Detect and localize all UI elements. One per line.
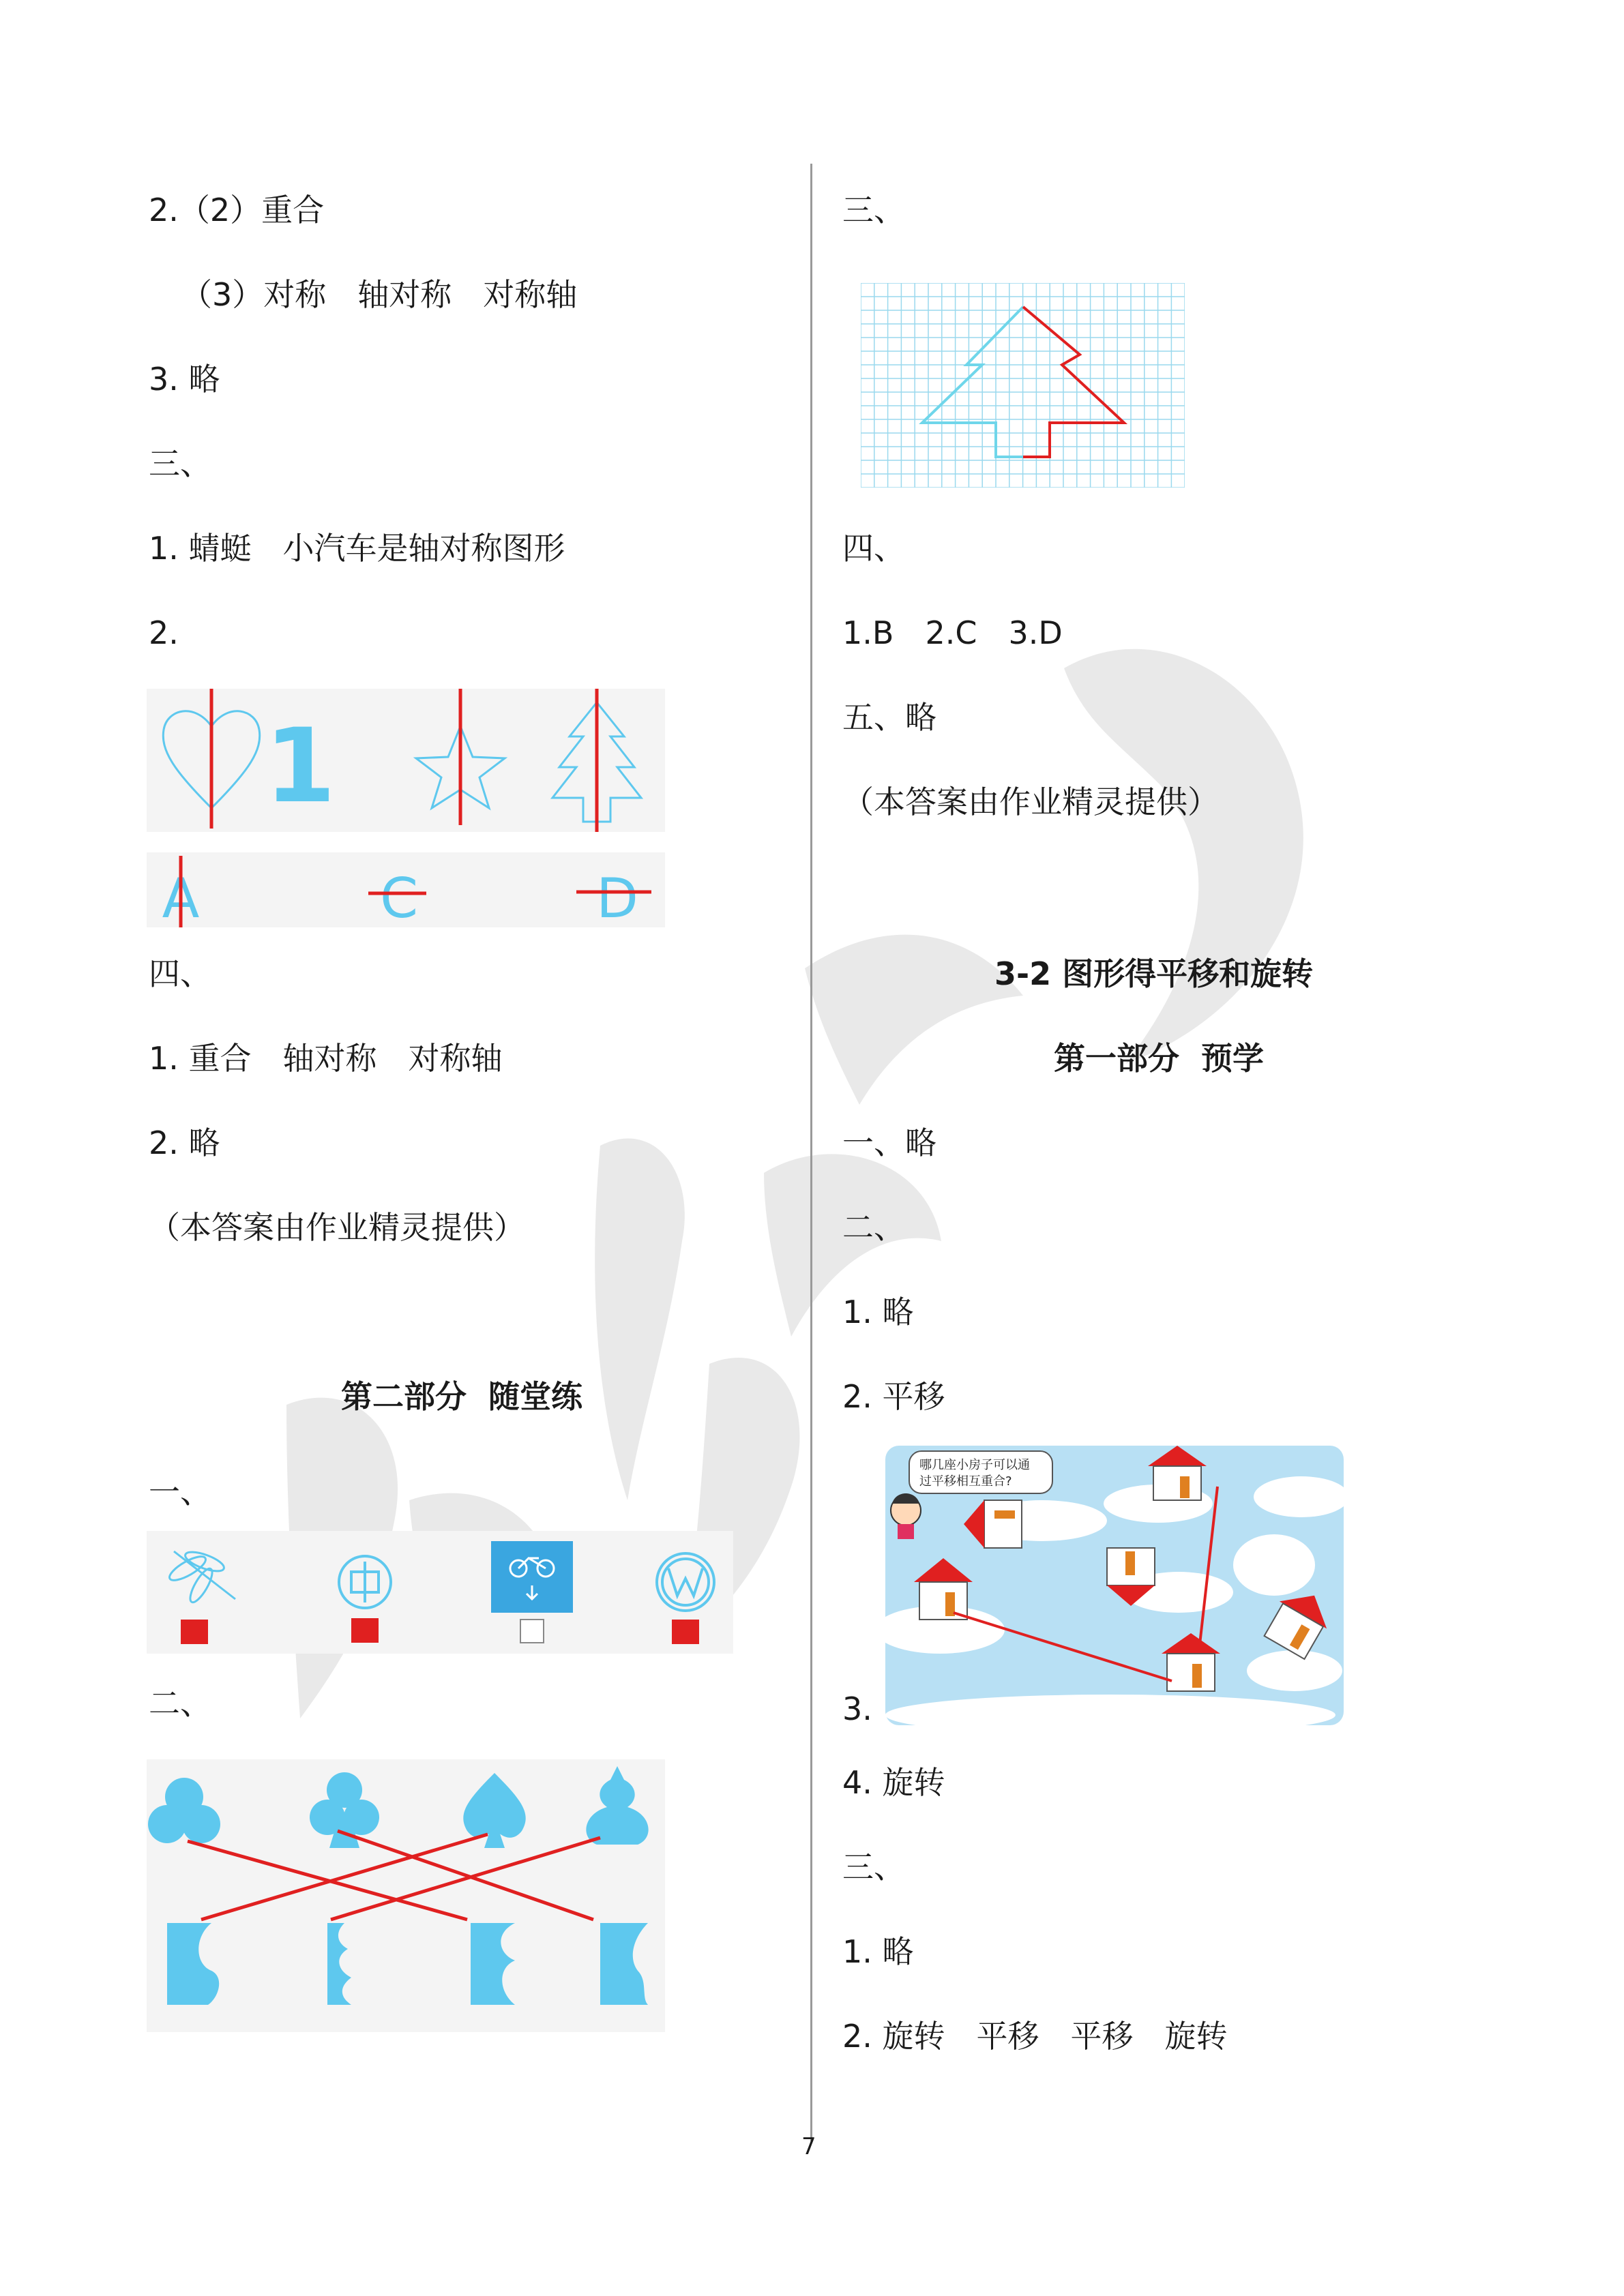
houses-translation-figure bbox=[885, 1446, 1344, 1725]
checkbox-checked bbox=[351, 1618, 379, 1643]
answer-line: 1. 重合 轴对称 对称轴 bbox=[149, 1040, 503, 1077]
column-divider bbox=[810, 164, 812, 2141]
answer-line: 2.（2）重合 bbox=[149, 192, 325, 228]
answer-line: 3. 略 bbox=[149, 361, 220, 398]
checkbox-checked bbox=[181, 1620, 208, 1644]
letter-c: C bbox=[380, 867, 418, 927]
tree-right-half bbox=[1023, 307, 1124, 457]
answer-line: 1. 略 bbox=[842, 1294, 914, 1330]
speech-line-2: 过平移相互重合? bbox=[919, 1474, 1012, 1489]
section-heading: 三、 bbox=[842, 1849, 905, 1885]
part-title: 第二部分 随堂练 bbox=[341, 1378, 583, 1415]
provided-note: （本答案由作业精灵提供） bbox=[842, 784, 1219, 820]
speech-line-1: 哪几座小房子可以通 bbox=[919, 1458, 1030, 1472]
grid-tree-figure bbox=[861, 283, 1185, 488]
section-heading: 四、 bbox=[842, 530, 905, 567]
section-heading: 二、 bbox=[842, 1209, 905, 1246]
answer-line: 3. bbox=[842, 1690, 872, 1727]
page-number: 7 bbox=[801, 2133, 816, 2160]
answer-line: 1.B 2.C 3.D bbox=[842, 614, 1063, 651]
answer-line: 2. 略 bbox=[149, 1124, 220, 1161]
logo-selection-figure bbox=[147, 1531, 733, 1654]
answer-line: 2. 平移 bbox=[842, 1378, 945, 1415]
matching-figure bbox=[147, 1759, 665, 2032]
answer-line: 1. 蜻蜓 小汽车是轴对称图形 bbox=[149, 530, 565, 567]
figure-bg-top bbox=[147, 689, 665, 832]
section-heading: 三、 bbox=[842, 192, 905, 228]
letter-a: A bbox=[162, 867, 200, 927]
answer-line: 五、略 bbox=[842, 699, 936, 736]
section-heading: 一、 bbox=[149, 1474, 211, 1510]
symmetry-axes-figure bbox=[147, 689, 665, 927]
checkbox-empty bbox=[520, 1620, 544, 1643]
section-heading: 三、 bbox=[149, 445, 211, 482]
part-title: 第一部分 预学 bbox=[1054, 1040, 1265, 1077]
answer-line: 4. 旋转 bbox=[842, 1764, 945, 1801]
answer-line: 2. 旋转 平移 平移 旋转 bbox=[842, 2018, 1228, 2055]
bicycle-sign-icon bbox=[491, 1541, 573, 1613]
letter-d: D bbox=[596, 867, 638, 927]
section-heading: 二、 bbox=[149, 1685, 211, 1722]
answer-line: 1. 略 bbox=[842, 1933, 914, 1970]
answer-line: 2. bbox=[149, 614, 179, 651]
digit-one: 1 bbox=[264, 707, 336, 826]
section-heading: 四、 bbox=[149, 955, 211, 992]
chapter-title: 3-2 图形得平移和旋转 bbox=[994, 955, 1314, 992]
tree-left-half bbox=[922, 307, 1023, 457]
answer-line: （3）对称 轴对称 对称轴 bbox=[181, 276, 578, 313]
provided-note: （本答案由作业精灵提供） bbox=[149, 1209, 525, 1246]
checkbox-checked bbox=[672, 1620, 699, 1644]
answer-line: 一、略 bbox=[842, 1124, 936, 1161]
